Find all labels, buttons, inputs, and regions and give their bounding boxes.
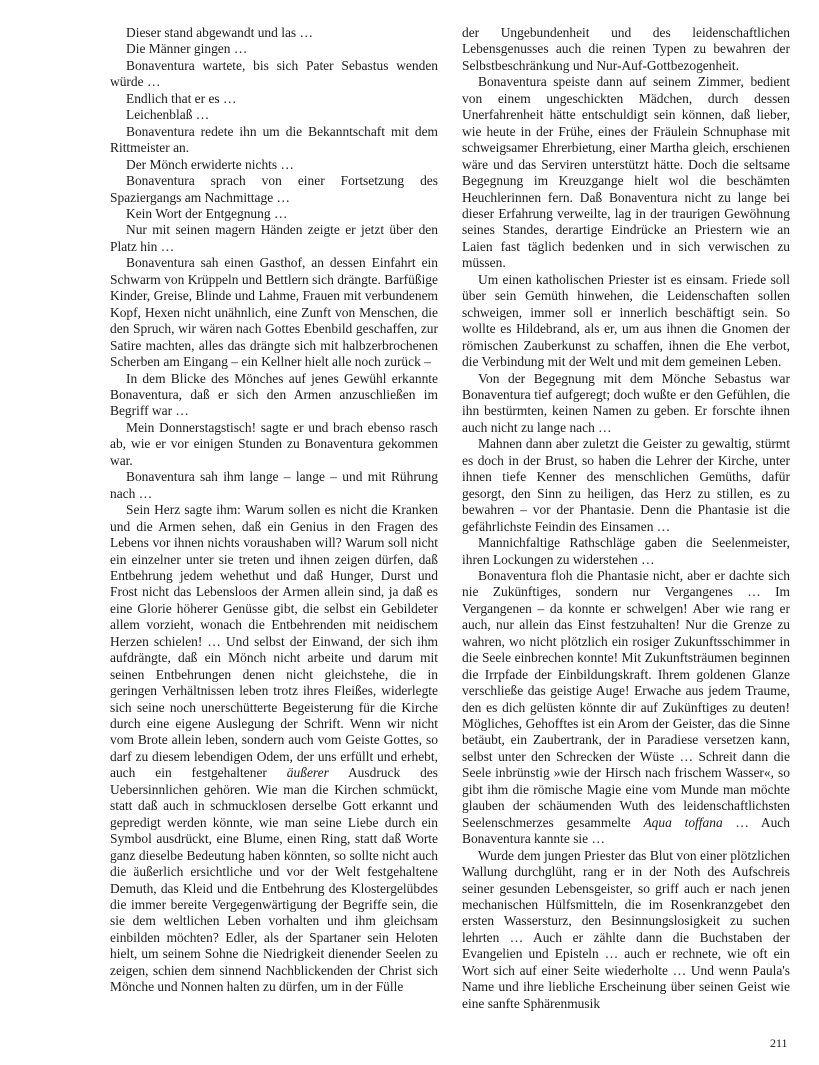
text-run: Bonaventura floh die Phantasie nicht, aber er dachte sich nie Zukünftiges, sondern nur Vergangenes … Im Vergangenen – da konnte er schwelgen! Aber wie rang er auch, nur allein das Einst festzuhalten! Nur die Grenze zu wahren, wo nicht plötzlich ein rosiger Zukunftsschimmer in die Seele einbrechen konnte! Mit Zukunftsträumen beginnen die Irrpfade der Einbildungskraft. Ihrem goldenen Glanze verschließe das geistige Auge! Erwache aus jedem Traume, den es dich gelüsten könnte dir auf Zukünftiges zu deuten! Mögliches, Gehofftes ist ein Arom der Geister, das die Sinne betäubt, ein Zaubertrank, der in Paradiese versetzen kann, selbst unter den Schrecken der Wüste … Schreit dann die Seele inbrünstig »wie der Hirsch nach frischem Wasser«, so gibt ihm die römische Magie eine vom Munde man möchte glauben der schäumenden Wuth des leidenschaftlichsten Seelenschmerzes gesammelte: [462, 567, 790, 830]
paragraph: Kein Wort der Entgegnung …: [126, 205, 288, 221]
right-column: [462, 25, 790, 1012]
paragraph: Von der Begegnung mit dem Mönche Sebastus war Bonaventura tief aufgeregt; doch wußte er den Gefühlen, die ihn bestürmten, keinen Namen zu geben. Er forschte ihnen auch nicht zu lange nach …: [462, 370, 790, 435]
paragraph: Endlich that er es …: [126, 90, 237, 106]
left-column: [110, 25, 438, 996]
paragraph: Bonaventura wartete, bis sich Pater Sebastus wenden würde …: [110, 57, 438, 90]
text-run: … Auch Bonaventura kannte sie …: [462, 814, 790, 847]
paragraph: Dieser stand abgewandt und las …: [126, 25, 313, 40]
paragraph: Der Mönch erwiderte nichts …: [126, 156, 294, 172]
paragraph: Bonaventura sah ihm lange – lange – und mit Rührung nach …: [110, 469, 438, 501]
paragraph: Bonaventura speiste dann auf seinem Zimmer, bedient von einem ungeschickten Mädchen, durch dessen Unerfahrenheit hätte entschuldigt sein können, daß lieber, wie heute in der Frühe, eines der Fräulein Schnuphase mit schweigsamer Ehrerbietung, einer Martha gleich, erschienen wäre und das Serviren unterstützt hätte. Doch die seltsame Begegnung im Kreuzgange hielt wol die beschämten Heuchlerinnen fern. Daß Bonaventura nicht zu lange bei dieser Erfahrung verweilte, lag in der traurigen Gewöhnung seines Standes, derartige Eindrücke an Priestern wie an Laien fast täglich bedenken und in sich verwischen zu müssen.: [462, 74, 790, 271]
paragraph: [110, 502, 438, 996]
paragraph: Mannichfaltige Rathschläge gaben die Seelenmeister, ihren Lockungen zu widerstehen …: [462, 535, 790, 567]
paragraph: [462, 568, 790, 848]
page-number: 211: [770, 1036, 788, 1050]
paragraph: Bonaventura sah einen Gasthof, an dessen Einfahrt ein Schwarm von Krüppeln und Bettlern sich drängte. Barfüßige Kinder, Greise, Blinde und Lahme, Frauen mit verbundenem Kopf, Hexen nicht unähnlich, eine Zunft von Menschen, die den Spruch, wir wären nach Gottes Ebenbild geschaffen, zur Satire machten, alles das drängte sich mit halbzerbrochenen Scherben am Eingang – ein Kellner hielt alle noch zurück –: [110, 255, 438, 370]
paragraph: Um einen katholischen Priester ist es einsam. Friede soll über sein Gemüth hinwehen, die Leidenschaften sollen schweigen, immer soll er innerlich beschäftigt sein. So wollte es Hildebrand, als er, um aus ihnen die Gnomen der römischen Zauberkunst zu schaffen, ihnen die Ehe verbot, die Verbindung mit der Welt und mit dem gemeinen Leben.: [462, 271, 790, 370]
paragraph-continuation: der Ungebundenheit und des leidenschaftlichen Lebensgenusses auch die reinen Typen zu bewahren der Selbstbeschränkung und Nur-Auf-Gottbezogenheit.: [462, 25, 790, 73]
paragraph: Mahnen dann aber zuletzt die Geister zu gewaltig, stürmt es doch in der Brust, so haben die Lehrer der Kirche, unter ihnen tiefe Kenner des menschlichen Gemüths, dafür gesorgt, den Sinn zu heiligen, das Herz zu stillen, es zu bewahren – vor der Phantasie. Denn die Phantasie ist die gefährlichste Feindin des Einsamen …: [462, 436, 790, 534]
paragraph: Die Männer gingen …: [126, 41, 248, 57]
emphasis: äußerer: [286, 765, 329, 781]
paragraph: Bonaventura sprach von einer Fortsetzung des Spaziergangs am Nachmittage …: [110, 173, 438, 205]
text-run: Ausdruck des Uebersinnlichen gehören. Wie man die Kirchen schmückt, statt daß auch in schmucklosen derselbe Gott erkannt und gepredigt werden könnte, wie man seine Liebe durch ein Symbol ausdrückt, eine Blume, einen Ring, statt daß Worte ganz dieselbe Bedeutung haben könnten, so sollte nicht auch die äußerlich ersichtliche und vor der Welt festgehaltene Demuth, das Kleid und die Entbehrung des Klostergelübdes die immer bereite Vergegenwärtigung der Begriffe sein, die sie dem weltlichen Leben vorhalten und ihm gleichsam einbilden möchten? Edler, als der Spartaner sein Heloten hielt, um seinem Sohne die Niedrigkeit dienender Seelen zu zeigen, schien dem sinnend Nachblickenden der Christ sich Mönche und Nonnen halten zu dürfen, um in der Fülle: [110, 765, 439, 995]
emphasis: Aqua toffana: [643, 814, 723, 830]
paragraph: Bonaventura redete ihn um die Bekanntschaft mit dem Rittmeister an.: [110, 123, 438, 156]
text-run: Sein Herz sagte ihm: Warum sollen es nicht die Kranken und die Armen sehen, daß ein Genius in den Fragen des Lebens vor ihnen nichts voraushaben will? Warum soll nicht ein einzelner unter sie treten und ihnen zeigen dürfen, daß Entbehrung jedem wehethut und daß Hunger, Durst und Frost nicht das Lebensloos der Armen allein sind, ja daß es eine Glorie höherer Genüsse gibt, die selbst ein Gebildeter allem vorzieht, wonach die Entbehrenden mit neidischem Herzen schielen! … Und selbst der Einwand, der sich ihm aufdrängte, daß ein Mönch nicht arbeite und darum mit seinen Entbehrungen denen nicht gleichstehe, die in geringen Verhältnissen leben trotz ihres Fleißes, widerlegte sich seine noch unerschütterte Begeisterung für die Kirche durch eine eigene Auslegung der Schrift. Wenn wir nicht vom Brote allein leben, sondern auch vom Geiste Gottes, so darf zu diesem lebendigen Odem, der uns erfüllt und erhebt, auch ein festgehaltener: [110, 502, 438, 781]
paragraph: In dem Blicke des Mönches auf jenes Gewühl erkannte Bonaventura, daß er sich den Armen anzuschließen im Begriff war …: [110, 370, 438, 419]
paragraph: Leichenblaß …: [126, 107, 210, 123]
paragraph: Wurde dem jungen Priester das Blut von einer plötzlichen Wallung durchglüht, rang er in der Noth des Aufschreis seiner gesunden Lebensgeister, so griff auch er nach jenen mechanischen Hülfsmitteln, die im Rosenkranzgebet den ersten Wassersturz, den Besinnungslosigkeit zu suchen lehrten … Auch er zählte dann die Buchstaben der Evangelien und Episteln … auch er rechnete, wie oft ein Wort sich auf einer Seite wiederholte … Und wenn Paula's Name und ihre liebliche Erscheinung über seinen Geist wie eine sanfte Sphärenmusik: [462, 847, 790, 1011]
paragraph: Mein Donnerstagstisch! sagte er und brach ebenso rasch ab, wie er vor einigen Stunden zu Bonaventura gekommen war.: [110, 419, 438, 468]
paragraph: Nur mit seinen magern Händen zeigte er jetzt über den Platz hin …: [110, 222, 438, 254]
